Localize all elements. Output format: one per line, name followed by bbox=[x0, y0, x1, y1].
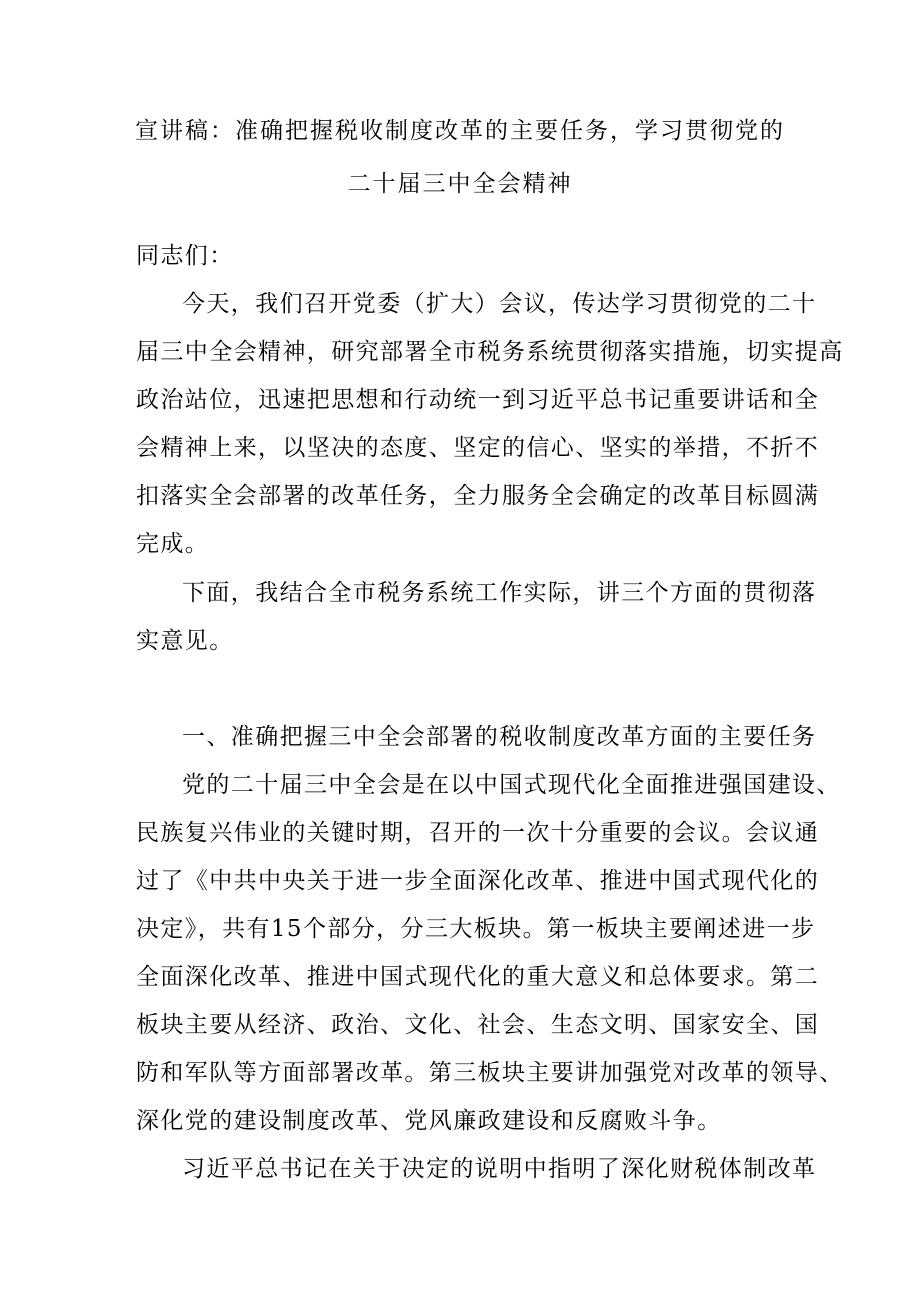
paragraph-line: 今天，我们召开党委（扩大）会议，传达学习贯彻党的二十 bbox=[182, 291, 817, 317]
paragraph-line: 下面，我结合全市税务系统工作实际，讲三个方面的贯彻落 bbox=[182, 580, 817, 606]
paragraph-line: 习近平总书记在关于决定的说明中指明了深化财税体制改革 bbox=[182, 1156, 817, 1182]
paragraph-line: 全面深化改革、推进中国式现代化的重大意义和总体要求。第二 bbox=[136, 964, 820, 990]
document-title-line-2: 二十届三中全会精神 bbox=[347, 171, 573, 197]
paragraph-line: 扣落实全会部署的改革任务，全力服务全会确定的改革目标圆满 bbox=[136, 483, 820, 509]
paragraph-outline bbox=[136, 569, 816, 665]
paragraph-tax-reform bbox=[136, 1145, 816, 1193]
salutation: 同志们： bbox=[136, 243, 234, 269]
section-1-heading bbox=[136, 713, 816, 761]
paragraph-line: 决定》，共有15个部分，分三大板块。第一板块主要阐述进一步 bbox=[136, 916, 816, 942]
paragraph-section-1 bbox=[136, 761, 844, 1145]
paragraph-line: 深化党的建设制度改革、党风廉政建设和反腐败斗争。 bbox=[136, 1108, 722, 1134]
paragraph-line: 届三中全会精神，研究部署全市税务系统贯彻落实措施，切实提高 bbox=[136, 339, 844, 365]
paragraph-line: 过了《中共中央关于进一步全面深化改革、推进中国式现代化的 bbox=[136, 868, 820, 894]
section-heading-text: 一、准确把握三中全会部署的税收制度改革方面的主要任务 bbox=[182, 724, 817, 750]
paragraph-line: 防和军队等方面部署改革。第三板块主要讲加强党对改革的领导、 bbox=[136, 1060, 844, 1086]
paragraph-line: 板块主要从经济、政治、文化、社会、生态文明、国家安全、国 bbox=[136, 1012, 820, 1038]
paragraph-line: 实意见。 bbox=[136, 628, 234, 654]
document-title-line-1: 宣讲稿：准确把握税收制度改革的主要任务，学习贯彻党的 bbox=[135, 118, 785, 144]
paragraph-line: 完成。 bbox=[136, 531, 210, 557]
paragraph-line: 政治站位，迅速把思想和行动统一到习近平总书记重要讲话和全 bbox=[136, 387, 820, 413]
paragraph-intro bbox=[136, 280, 844, 568]
paragraph-line: 民族复兴伟业的关键时期，召开的一次十分重要的会议。会议通 bbox=[136, 820, 820, 846]
paragraph-line: 会精神上来，以坚决的态度、坚定的信心、坚实的举措，不折不 bbox=[136, 435, 820, 461]
paragraph-line: 党的二十届三中全会是在以中国式现代化全面推进强国建设、 bbox=[182, 772, 841, 798]
